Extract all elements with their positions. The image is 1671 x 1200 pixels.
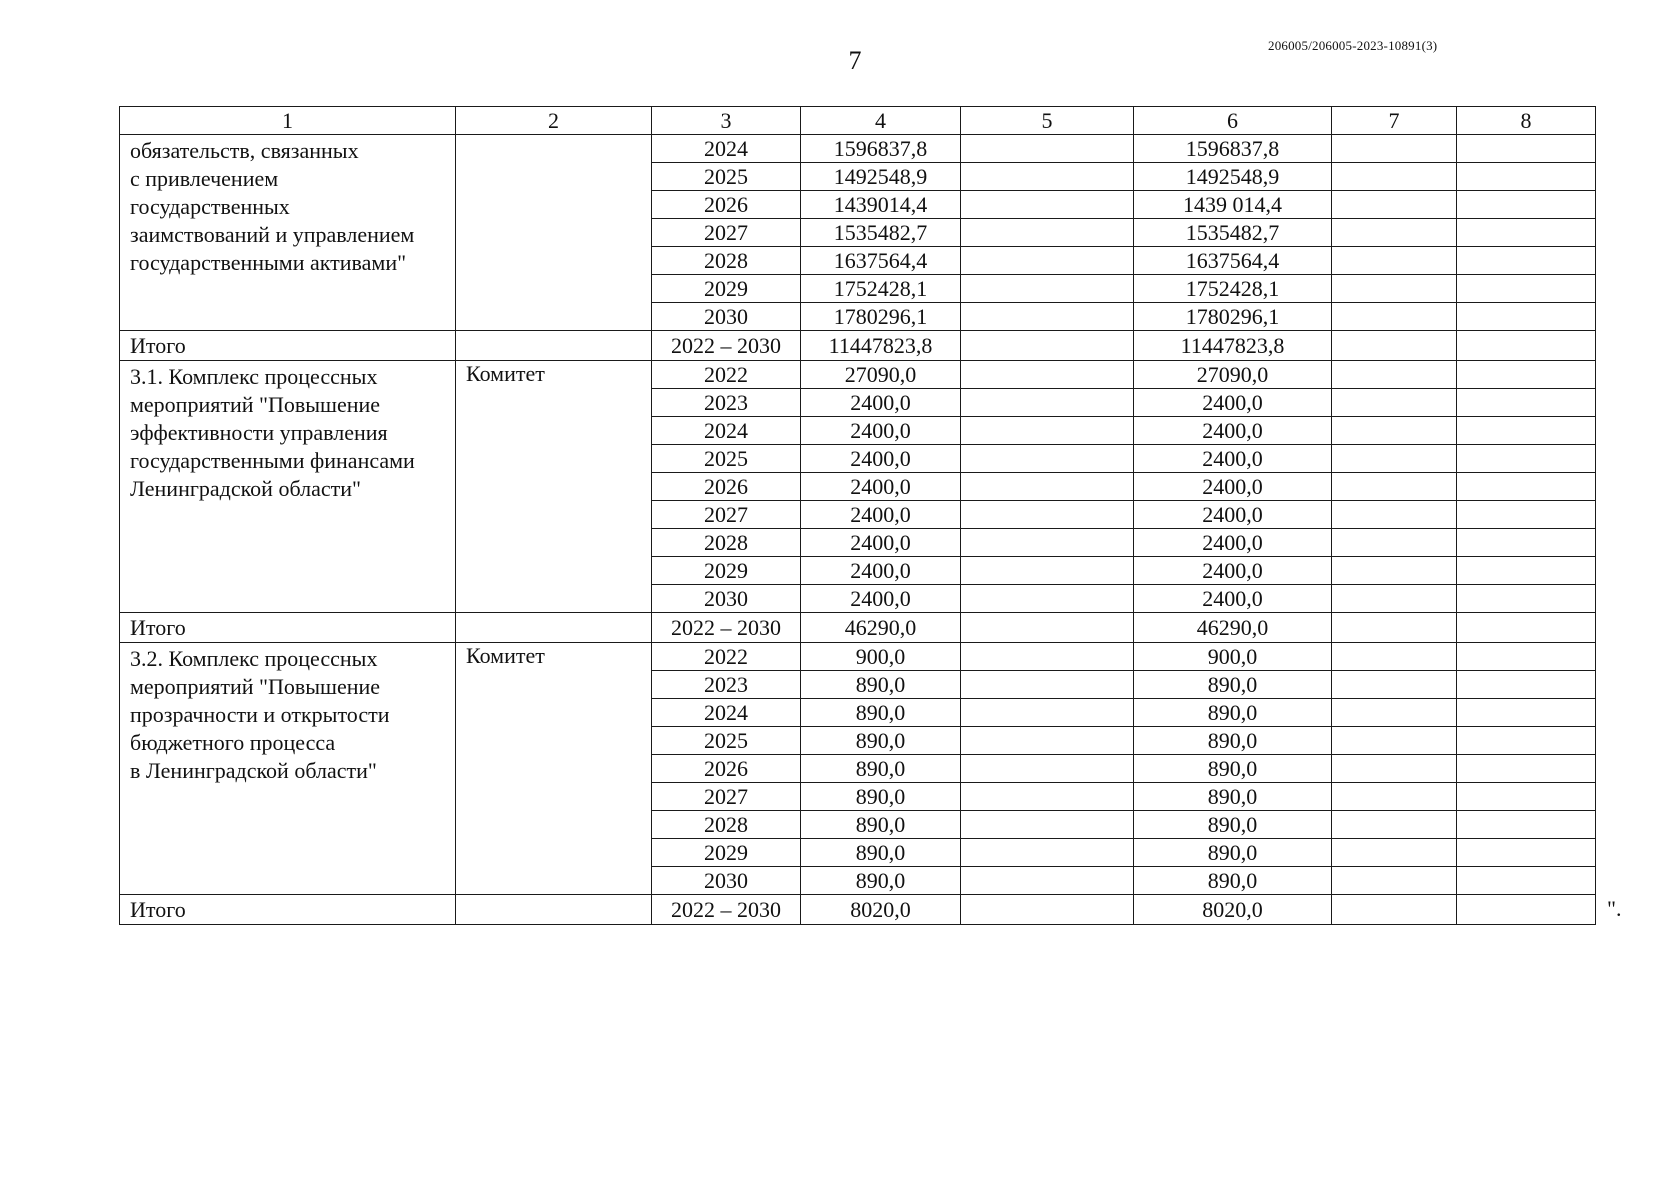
year-cell: 2023 (652, 389, 801, 417)
amount-regional-cell: 2400,0 (1134, 445, 1332, 473)
executor-cell: Комитет (456, 643, 652, 895)
year-cell: 2026 (652, 473, 801, 501)
amount-federal-cell (961, 727, 1134, 755)
year-cell: 2024 (652, 699, 801, 727)
amount-total-cell: 2400,0 (801, 501, 961, 529)
amount-other-cell (1457, 135, 1596, 163)
total-other-cell (1457, 895, 1596, 925)
amount-total-cell: 890,0 (801, 811, 961, 839)
amount-local-cell (1332, 727, 1457, 755)
year-cell: 2029 (652, 275, 801, 303)
amount-local-cell (1332, 135, 1457, 163)
amount-federal-cell (961, 275, 1134, 303)
amount-federal-cell (961, 473, 1134, 501)
amount-total-cell: 2400,0 (801, 529, 961, 557)
year-cell: 2030 (652, 303, 801, 331)
amount-regional-cell: 2400,0 (1134, 557, 1332, 585)
amount-total-cell: 2400,0 (801, 445, 961, 473)
amount-federal-cell (961, 501, 1134, 529)
amount-regional-cell: 27090,0 (1134, 361, 1332, 389)
amount-federal-cell (961, 135, 1134, 163)
year-cell: 2030 (652, 867, 801, 895)
amount-total-cell: 1439014,4 (801, 191, 961, 219)
amount-total-cell: 1752428,1 (801, 275, 961, 303)
amount-regional-cell: 1752428,1 (1134, 275, 1332, 303)
amount-local-cell (1332, 867, 1457, 895)
amount-federal-cell (961, 783, 1134, 811)
amount-federal-cell (961, 361, 1134, 389)
financing-table (119, 106, 1596, 925)
amount-other-cell (1457, 839, 1596, 867)
amount-federal-cell (961, 417, 1134, 445)
year-cell: 2024 (652, 417, 801, 445)
amount-regional-cell: 890,0 (1134, 783, 1332, 811)
total-amount-cell: 11447823,8 (801, 331, 961, 361)
amount-regional-cell: 1492548,9 (1134, 163, 1332, 191)
amount-regional-cell: 2400,0 (1134, 585, 1332, 613)
total-other-cell (1457, 331, 1596, 361)
amount-local-cell (1332, 473, 1457, 501)
total-label: Итого (120, 895, 456, 925)
year-cell: 2026 (652, 755, 801, 783)
amount-regional-cell: 2400,0 (1134, 473, 1332, 501)
amount-local-cell (1332, 643, 1457, 671)
year-cell: 2027 (652, 219, 801, 247)
year-cell: 2028 (652, 529, 801, 557)
amount-local-cell (1332, 247, 1457, 275)
amount-federal-cell (961, 755, 1134, 783)
column-header: 2 (456, 107, 652, 135)
amount-other-cell (1457, 783, 1596, 811)
activity-description: 3.2. Комплекс процессных мероприятий "Повышение прозрачности и открытости бюджетного процесса в Ленинградской области" (120, 643, 456, 895)
amount-total-cell: 890,0 (801, 699, 961, 727)
total-label: Итого (120, 331, 456, 361)
total-amount-cell: 8020,0 (801, 895, 961, 925)
amount-other-cell (1457, 361, 1596, 389)
total-executor-cell (456, 331, 652, 361)
amount-other-cell (1457, 247, 1596, 275)
total-row (120, 331, 1596, 361)
amount-federal-cell (961, 389, 1134, 417)
total-regional-cell: 8020,0 (1134, 895, 1332, 925)
total-executor-cell (456, 895, 652, 925)
amount-regional-cell: 2400,0 (1134, 529, 1332, 557)
amount-regional-cell: 1596837,8 (1134, 135, 1332, 163)
document-code: 206005/206005-2023-10891(3) (1268, 38, 1438, 53)
amount-local-cell (1332, 755, 1457, 783)
amount-total-cell: 1492548,9 (801, 163, 961, 191)
year-cell: 2030 (652, 585, 801, 613)
amount-total-cell: 2400,0 (801, 585, 961, 613)
amount-regional-cell: 890,0 (1134, 811, 1332, 839)
amount-federal-cell (961, 445, 1134, 473)
amount-local-cell (1332, 811, 1457, 839)
amount-total-cell: 890,0 (801, 867, 961, 895)
amount-federal-cell (961, 811, 1134, 839)
amount-regional-cell: 1439 014,4 (1134, 191, 1332, 219)
amount-federal-cell (961, 671, 1134, 699)
column-header: 6 (1134, 107, 1332, 135)
year-cell: 2025 (652, 727, 801, 755)
year-cell: 2029 (652, 557, 801, 585)
column-header: 7 (1332, 107, 1457, 135)
amount-total-cell: 890,0 (801, 671, 961, 699)
amount-other-cell (1457, 303, 1596, 331)
total-federal-cell (961, 895, 1134, 925)
total-local-cell (1332, 331, 1457, 361)
amount-federal-cell (961, 585, 1134, 613)
amount-local-cell (1332, 671, 1457, 699)
amount-other-cell (1457, 811, 1596, 839)
total-regional-cell: 46290,0 (1134, 613, 1332, 643)
amount-total-cell: 1596837,8 (801, 135, 961, 163)
total-other-cell (1457, 613, 1596, 643)
total-years-cell: 2022 – 2030 (652, 895, 801, 925)
amount-local-cell (1332, 699, 1457, 727)
amount-local-cell (1332, 557, 1457, 585)
total-regional-cell: 11447823,8 (1134, 331, 1332, 361)
amount-local-cell (1332, 361, 1457, 389)
table-row (120, 643, 1596, 671)
amount-federal-cell (961, 247, 1134, 275)
year-cell: 2027 (652, 501, 801, 529)
total-executor-cell (456, 613, 652, 643)
amount-other-cell (1457, 501, 1596, 529)
amount-total-cell: 2400,0 (801, 389, 961, 417)
amount-local-cell (1332, 417, 1457, 445)
amount-regional-cell: 1780296,1 (1134, 303, 1332, 331)
year-cell: 2025 (652, 163, 801, 191)
column-header: 5 (961, 107, 1134, 135)
amount-other-cell (1457, 473, 1596, 501)
amount-total-cell: 890,0 (801, 783, 961, 811)
amount-federal-cell (961, 191, 1134, 219)
activity-description: обязательств, связанных с привлечением государственных заимствований и управлением государственными активами" (120, 135, 456, 331)
amount-other-cell (1457, 699, 1596, 727)
total-local-cell (1332, 613, 1457, 643)
amount-regional-cell: 890,0 (1134, 699, 1332, 727)
amount-total-cell: 890,0 (801, 755, 961, 783)
amount-other-cell (1457, 219, 1596, 247)
total-years-cell: 2022 – 2030 (652, 613, 801, 643)
amount-other-cell (1457, 727, 1596, 755)
amount-other-cell (1457, 191, 1596, 219)
amount-local-cell (1332, 529, 1457, 557)
header-row (120, 107, 1596, 135)
amount-regional-cell: 890,0 (1134, 755, 1332, 783)
amount-other-cell (1457, 557, 1596, 585)
amount-local-cell (1332, 501, 1457, 529)
amount-regional-cell: 890,0 (1134, 839, 1332, 867)
amount-regional-cell: 900,0 (1134, 643, 1332, 671)
total-label: Итого (120, 613, 456, 643)
amount-local-cell (1332, 445, 1457, 473)
total-row (120, 613, 1596, 643)
amount-regional-cell: 2400,0 (1134, 417, 1332, 445)
amount-total-cell: 2400,0 (801, 417, 961, 445)
closing-quote-mark: ". (1607, 896, 1622, 921)
amount-federal-cell (961, 529, 1134, 557)
amount-regional-cell: 890,0 (1134, 727, 1332, 755)
amount-local-cell (1332, 585, 1457, 613)
year-cell: 2025 (652, 445, 801, 473)
amount-other-cell (1457, 529, 1596, 557)
amount-regional-cell: 1637564,4 (1134, 247, 1332, 275)
total-amount-cell: 46290,0 (801, 613, 961, 643)
amount-federal-cell (961, 163, 1134, 191)
amount-local-cell (1332, 163, 1457, 191)
amount-other-cell (1457, 275, 1596, 303)
year-cell: 2023 (652, 671, 801, 699)
amount-federal-cell (961, 303, 1134, 331)
year-cell: 2024 (652, 135, 801, 163)
executor-cell: Комитет (456, 361, 652, 613)
total-years-cell: 2022 – 2030 (652, 331, 801, 361)
amount-local-cell (1332, 191, 1457, 219)
amount-local-cell (1332, 275, 1457, 303)
amount-regional-cell: 890,0 (1134, 867, 1332, 895)
amount-federal-cell (961, 557, 1134, 585)
total-local-cell (1332, 895, 1457, 925)
year-cell: 2022 (652, 643, 801, 671)
total-federal-cell (961, 613, 1134, 643)
column-header: 3 (652, 107, 801, 135)
amount-federal-cell (961, 219, 1134, 247)
amount-federal-cell (961, 867, 1134, 895)
amount-other-cell (1457, 163, 1596, 191)
column-header: 4 (801, 107, 961, 135)
amount-other-cell (1457, 755, 1596, 783)
amount-total-cell: 2400,0 (801, 473, 961, 501)
amount-local-cell (1332, 219, 1457, 247)
amount-regional-cell: 2400,0 (1134, 501, 1332, 529)
amount-regional-cell: 2400,0 (1134, 389, 1332, 417)
amount-regional-cell: 1535482,7 (1134, 219, 1332, 247)
year-cell: 2022 (652, 361, 801, 389)
amount-other-cell (1457, 445, 1596, 473)
activity-description: 3.1. Комплекс процессных мероприятий "Повышение эффективности управления государственными финансами Ленинградской области" (120, 361, 456, 613)
amount-local-cell (1332, 783, 1457, 811)
year-cell: 2029 (652, 839, 801, 867)
total-row (120, 895, 1596, 925)
amount-total-cell: 1637564,4 (801, 247, 961, 275)
total-federal-cell (961, 331, 1134, 361)
amount-federal-cell (961, 699, 1134, 727)
amount-other-cell (1457, 867, 1596, 895)
amount-other-cell (1457, 389, 1596, 417)
amount-federal-cell (961, 643, 1134, 671)
amount-other-cell (1457, 671, 1596, 699)
executor-cell (456, 135, 652, 331)
amount-total-cell: 890,0 (801, 727, 961, 755)
table-row (120, 135, 1596, 163)
amount-federal-cell (961, 839, 1134, 867)
amount-local-cell (1332, 303, 1457, 331)
amount-other-cell (1457, 643, 1596, 671)
year-cell: 2027 (652, 783, 801, 811)
amount-total-cell: 2400,0 (801, 557, 961, 585)
amount-total-cell: 1780296,1 (801, 303, 961, 331)
amount-regional-cell: 890,0 (1134, 671, 1332, 699)
amount-other-cell (1457, 417, 1596, 445)
amount-total-cell: 1535482,7 (801, 219, 961, 247)
column-header: 8 (1457, 107, 1596, 135)
amount-total-cell: 890,0 (801, 839, 961, 867)
amount-local-cell (1332, 839, 1457, 867)
amount-total-cell: 900,0 (801, 643, 961, 671)
column-header: 1 (120, 107, 456, 135)
amount-total-cell: 27090,0 (801, 361, 961, 389)
year-cell: 2028 (652, 247, 801, 275)
amount-local-cell (1332, 389, 1457, 417)
amount-other-cell (1457, 585, 1596, 613)
table-row (120, 361, 1596, 389)
year-cell: 2028 (652, 811, 801, 839)
page-number: 7 (848, 46, 862, 75)
year-cell: 2026 (652, 191, 801, 219)
